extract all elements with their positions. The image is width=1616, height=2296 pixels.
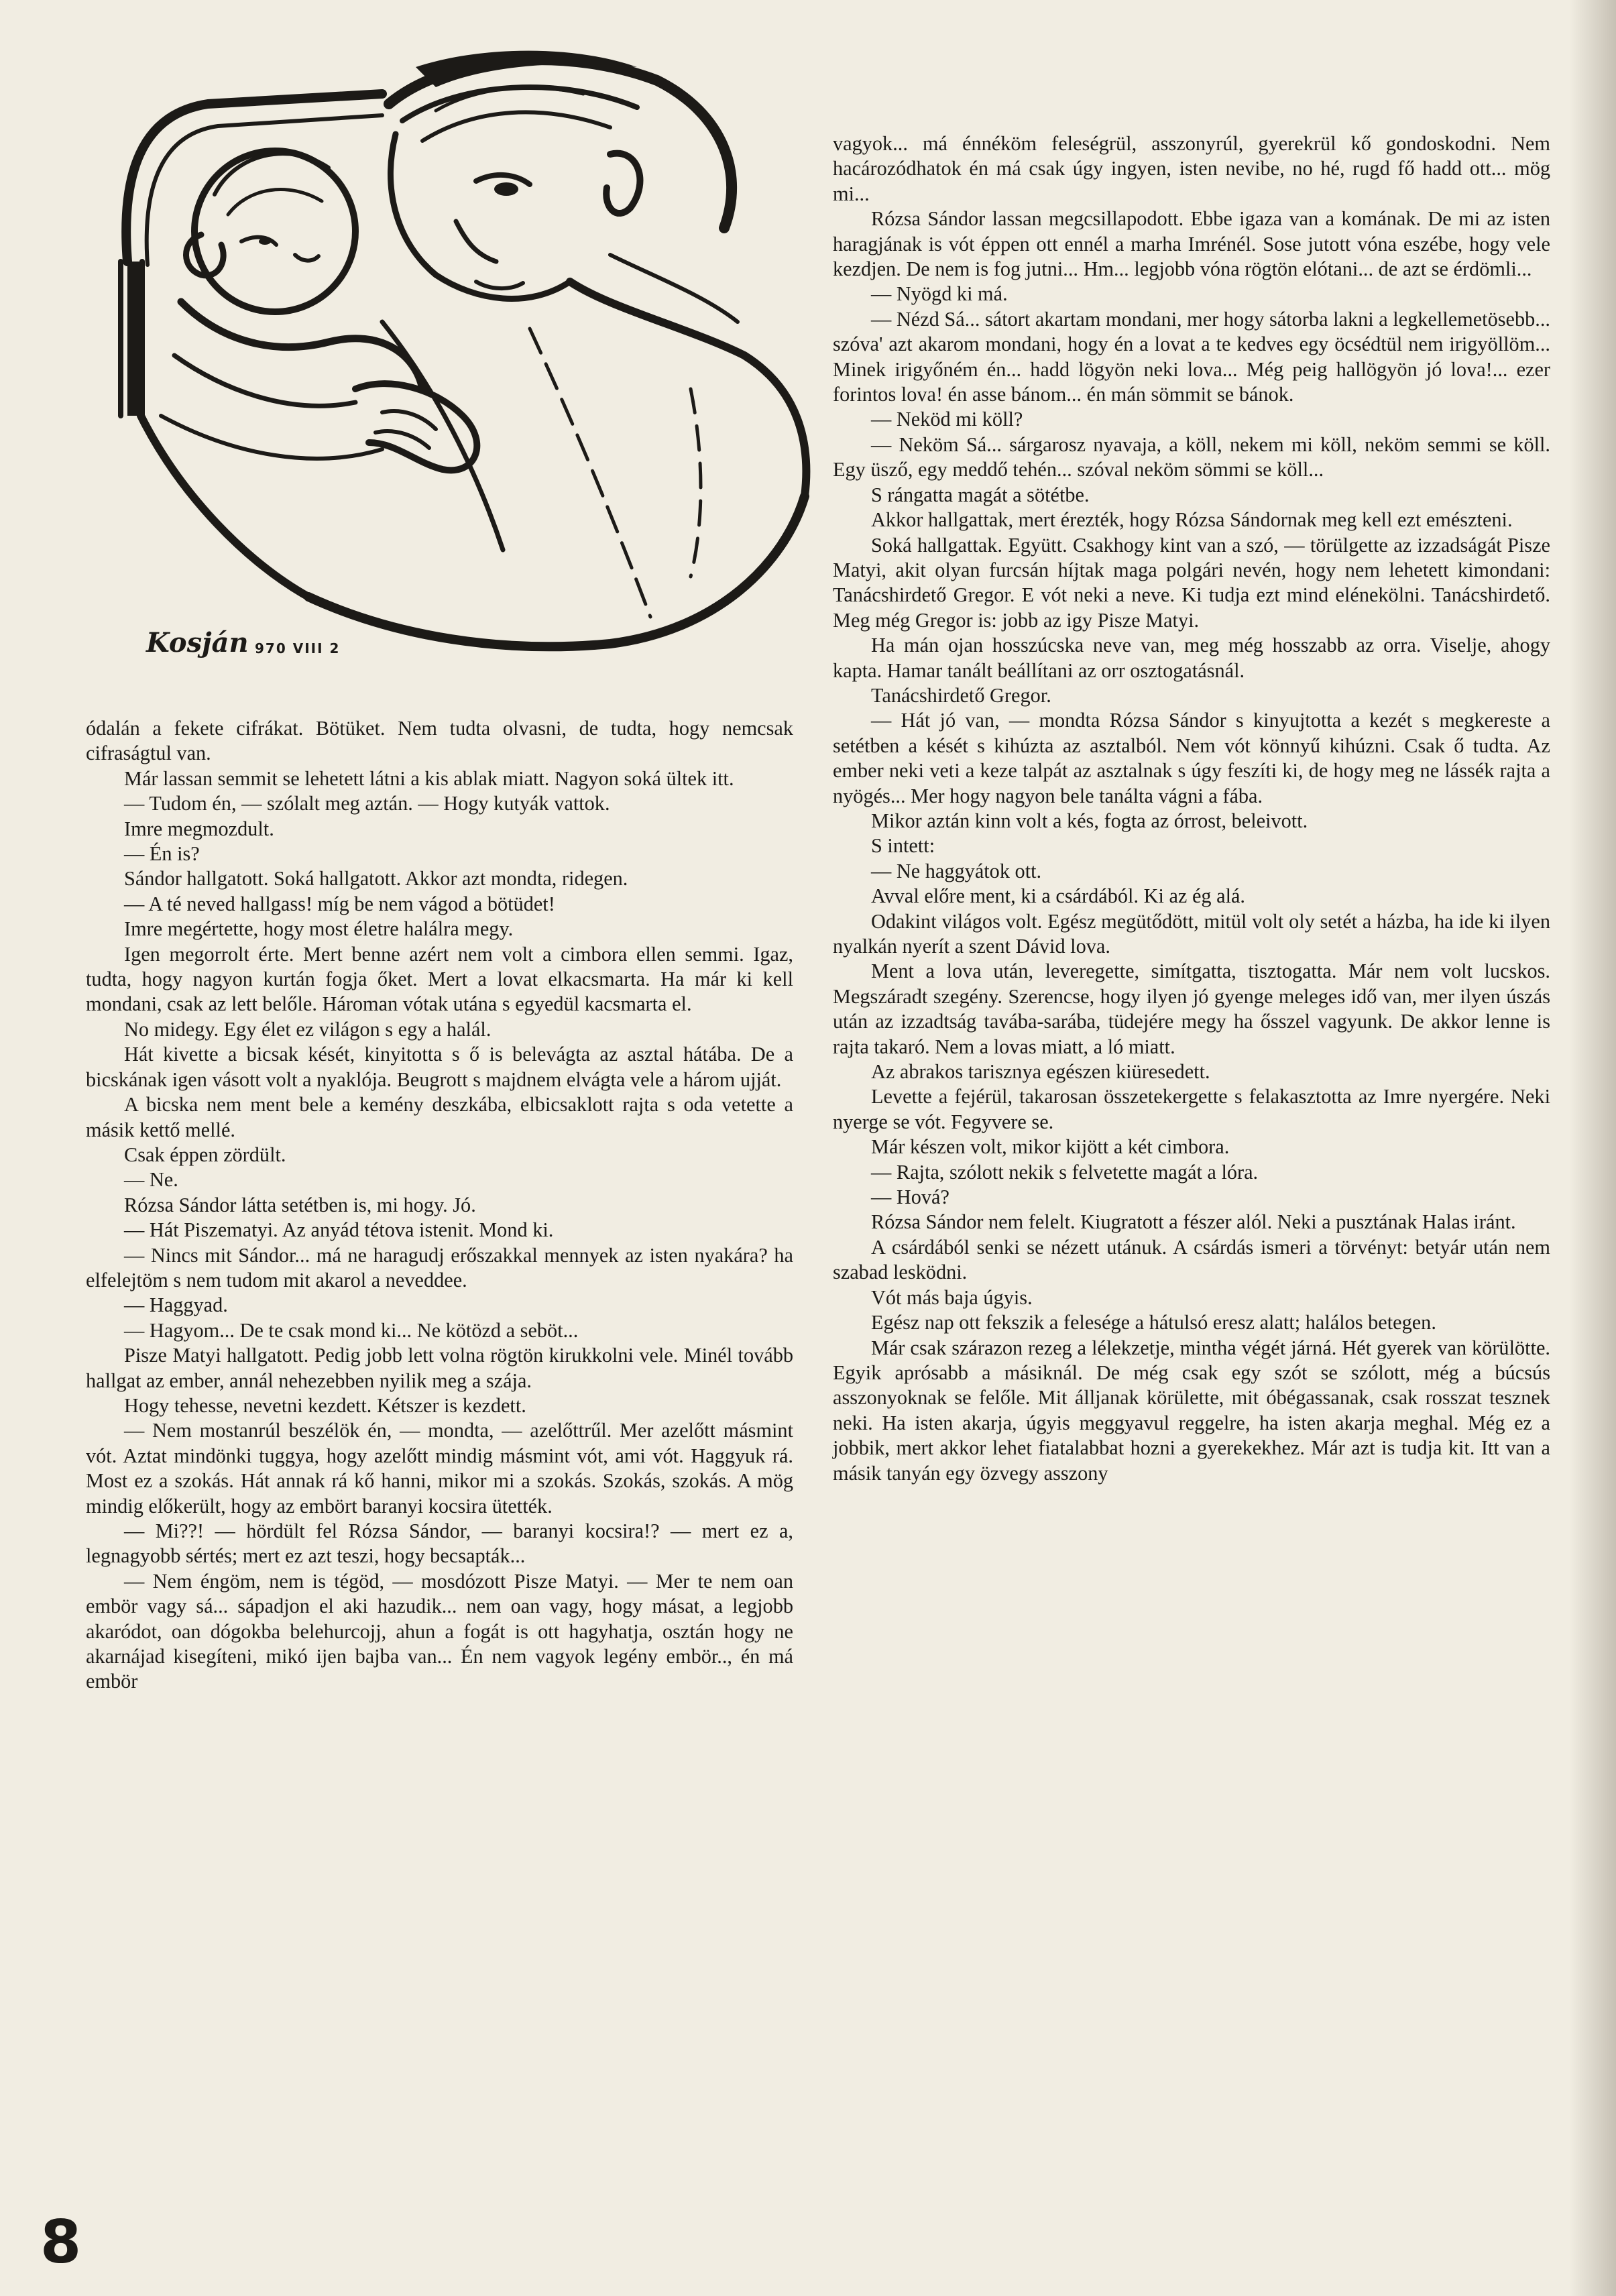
paragraph: — A té neved hallgass! míg be nem vágod a bötüdet! xyxy=(124,892,555,915)
paragraph: Ha mán ojan hosszúcska neve van, meg még hosszabb az orra. Viselje, ahogy kapta. Hamar tanált beállítani az orr osztogatásnál. xyxy=(833,634,1550,682)
paragraph: — Rajta, szólott nekik s felvetette magát a lóra. xyxy=(871,1160,1259,1184)
paragraph: Már készen volt, mikor kijött a két cimbora. xyxy=(871,1135,1230,1159)
paragraph: A bicska nem ment bele a kemény deszkába, elbicsaklott rajta s oda vetette a másik kettő mellé. xyxy=(86,1093,793,1141)
paragraph: Imre megértette, hogy most életre halálra megy. xyxy=(124,917,514,941)
paragraph: Csak éppen zördült. xyxy=(124,1143,286,1166)
paragraph: — Ne. xyxy=(124,1168,178,1192)
paragraph: ódalán a fekete cifrákat. Bötüket. Nem tudta olvasni, de tudta, hogy nemcsak cifraságtul van. xyxy=(86,717,793,765)
paragraph: Rózsa Sándor lassan megcsillapodott. Ebbe igaza van a komának. De mi az isten haragjának is vót éppen ott ennél a marha Imrénél. Sose jutott vóna eszébe, hogy vele kezdjen. De nem is fog jutni... Hm... legjobb vóna rögtön elótani... de azt se érdömli... xyxy=(833,207,1550,281)
woodcut-drawing xyxy=(101,40,818,691)
paragraph: — Hát Piszematyi. Az anyád tétova istenit. Mond ki. xyxy=(124,1218,554,1242)
paragraph: — Nem éngöm, nem is tégöd, — mosdózott Pisze Matyi. — Mer te nem oan embör vagy sá... sápadjon el aki hazudik... nem oan vagy, hogy másat, a legjobb akaródot, oan dógokba belehurcojj, ahun a fogát is ott hagyhatja, osztán hogy ne akarnájad kisegíteni, mikó ijen bajba van... Én nem vagyok legény embör.., én má embör xyxy=(86,1569,793,1693)
artist-signature: Kosján xyxy=(146,627,249,658)
paragraph: vagyok... má énnéköm feleségrül, asszonyrúl, gyerekrül kő gondoskodni. Nem hacározódhatok én má csak úgy ingyen, isten nevibe, no hé, rugd fő hadd ott... mög mi... xyxy=(833,132,1550,205)
paragraph: Rózsa Sándor látta setétben is, mi hogy. Jó. xyxy=(124,1193,476,1216)
paragraph: Soká hallgattak. Együtt. Csakhogy kint van a szó, — törülgette az izzadságát Pisze Matyi, akit olyan furcsán híjtak maga polgári nevén, hogy nem lehetett kimondani: Tanácshirdető Gregor. E vót neki a neve. Ki tudja ezt mind elénekölni. Tanácshirdető. Meg még Gregor is: jobb az igy Pisze Matyi. xyxy=(833,533,1550,632)
paragraph: Rózsa Sándor nem felelt. Kiugratott a fészer alól. Neki a pusztának Halas iránt. xyxy=(871,1210,1516,1234)
artist-signature-date: 970 VIII 2 xyxy=(255,640,341,656)
paragraph: — Hová? xyxy=(871,1186,949,1209)
paragraph: Mikor aztán kinn volt a kés, fogta az órrost, beleivott. xyxy=(871,809,1308,832)
paragraph: Már lassan semmit se lehetett látni a kis ablak miatt. Nagyon soká ültek itt. xyxy=(124,766,734,790)
paragraph: Igen megorrolt érte. Mert benne azért nem volt a cimbora ellen semmi. Igaz, tudta, hogy nagyon kurtán fogja őket. Mert a lovat elkacsmarta. Ha már ki kell mondani, csak az lett belőle. Hároman vótak utána s egyedül kacsmarta el. xyxy=(86,942,793,1016)
paragraph: — Ne haggyátok ott. xyxy=(871,859,1042,882)
paragraph: Egész nap ott fekszik a felesége a hátulsó eresz alatt; halálos betegen. xyxy=(871,1311,1436,1334)
right-text-column xyxy=(833,131,1550,1486)
paragraph: Akkor hallgattak, mert érezték, hogy Rózsa Sándornak meg kell ezt emészteni. xyxy=(871,508,1513,532)
paragraph: — Nincs mit Sándor... má ne haragudj erőszakkal mennyek az isten nyakára? ha elfelejtöm s nem tudom mit akarol a neveddee. xyxy=(86,1243,793,1292)
paragraph: Tanácshirdető Gregor. xyxy=(871,683,1051,707)
paragraph: Az abrakos tarisznya egészen kiüresedett. xyxy=(871,1060,1210,1084)
paragraph: — Hát jó van, — mondta Rózsa Sándor s kinyujtotta a kezét s megkereste a setétben a kését s kihúzta az asztalból. Nem vót könnyű kihúzni. Csak ő tudta. Az ember neki veti a keze talpát az asztalnak s úgy feszíti ki, de hogy meg ne lássék rajta a nyögés... Mer hogy nagyon bele tanálta vágni a fába. xyxy=(833,709,1550,807)
paragraph: Levette a fejérül, takarosan összetekergette s felakasztotta az Imre nyergére. Neki nyerge se vót. Fegyvere se. xyxy=(833,1085,1550,1133)
paragraph: — Nem mostanrúl beszélök én, — mondta, — azelőttrűl. Mer azelőtt másmint vót. Aztat mindönki tuggya, hogy azelőtt mindig másmint vót, ami vót. Haggyuk rá. Most ez a szokás. Hát annak rá kő hanni, mikor mi a szokás. Szokás, szokás. A mög mindig előkerült, hogy az embört baranyi kocsira ütették. xyxy=(86,1419,793,1517)
paragraph: Odakint világos volt. Egész megütődött, mitül volt oly setét a házba, ha ide ki ilyen nyalkán nyerít a szent Dávid lova. xyxy=(833,909,1550,958)
paragraph: Pisze Matyi hallgatott. Pedig jobb lett volna rögtön kirukkolni vele. Minél tovább hallgat az ember, annál nehezebben nyilik meg a szája. xyxy=(86,1344,793,1392)
paragraph: S rángatta magát a sötétbe. xyxy=(871,483,1090,506)
page-edge-shadow xyxy=(1569,0,1616,2296)
paragraph: — Hagyom... De te csak mond ki... Ne kötözd a seböt... xyxy=(124,1318,579,1342)
page-number: 8 xyxy=(40,2207,82,2277)
paragraph: — Mi??! — hördült fel Rózsa Sándor, — baranyi kocsira!? — mert ez a, legnagyobb sértés; mert ez azt teszi, hogy becsapták... xyxy=(86,1519,793,1568)
left-text-column xyxy=(86,716,793,1695)
paragraph: — Haggyad. xyxy=(124,1294,228,1317)
paragraph: Vót más baja úgyis. xyxy=(871,1285,1033,1309)
paragraph: Már csak szárazon rezeg a lélekzetje, mintha végét járná. Hét gyerek van körülötte. Egyik aprósabb a másiknál. De még csak egy szót se szólott, még a búcsús asszonyoknak se felőle. Mit álljanak körülette, mit óbégassanak, csak rosszat tesznek neki. Ha isten akarja, úgyis meggyavul reggelre, ha isten akarja meghal. Még ez a jobbik, mert akkor lehet fiatalabbat hozni a gyerekekhez. Már azt is tudja kit. Itt van a másik tanyán egy özvegy asszony xyxy=(833,1336,1550,1485)
paragraph: No midegy. Egy élet ez világon s egy a halál. xyxy=(124,1017,492,1041)
paragraph: — Nyögd ki má. xyxy=(871,282,1008,306)
paragraph: — Tudom én, — szólalt meg aztán. — Hogy kutyák vattok. xyxy=(124,792,610,815)
mother-and-baby-illustration xyxy=(101,40,818,691)
paragraph: S intett: xyxy=(871,834,935,858)
paragraph: — Neköm Sá... sárgarosz nyavaja, a köll, nekem mi köll, neköm semmi se köll. Egy üsző, egy meddő tehén... szóval neköm sömmi se köll... xyxy=(833,433,1550,481)
paragraph: Sándor hallgatott. Soká hallgatott. Akkor azt mondta, ridegen. xyxy=(124,867,628,891)
paragraph: — Neköd mi köll? xyxy=(871,408,1023,431)
paragraph: Avval előre ment, ki a csárdából. Ki az ég alá. xyxy=(871,884,1246,908)
paragraph: Ment a lova után, leveregette, simítgatta, tisztogatta. Már nem volt lucskos. Megszáradt szegény. Szerencse, hogy ilyen jó gyenge meleges idő van, mer ilyen úszás után az izzadtság tavába-sarába, tüdejére megy ha ősszel vagyunk. De akkor lenne is rajta takaró. Nem a lovas miatt, a ló miatt. xyxy=(833,960,1550,1058)
paragraph: Imre megmozdult. xyxy=(124,817,274,840)
paragraph: — Én is? xyxy=(124,842,200,866)
paragraph: A csárdából senki se nézett utánuk. A csárdás ismeri a törvényt: betyár után nem szabad lesködni. xyxy=(833,1235,1550,1284)
paragraph: — Nézd Sá... sátort akartam mondani, mer hogy sátorba lakni a legkellemetösebb... szóva' azt akarom mondani, hogy én a lovat a te kedves egy öcsédtül nem irigyöllöm... Minek irigyőném én... hadd lögyön neki lova... Még peig hallögyön jó lova!... ezer forintos lova! én asse bánom... én mán sömmit se bánok. xyxy=(833,307,1550,406)
paragraph: Hogy tehesse, nevetni kezdett. Kétszer is kezdett. xyxy=(124,1393,526,1417)
paragraph: Hát kivette a bicsak kését, kinyitotta s ő is belevágta az asztal hátába. De a bicskának igen vásott volt a nyaklója. Beugrott s majdnem elvágta vele a három ujját. xyxy=(86,1043,793,1091)
